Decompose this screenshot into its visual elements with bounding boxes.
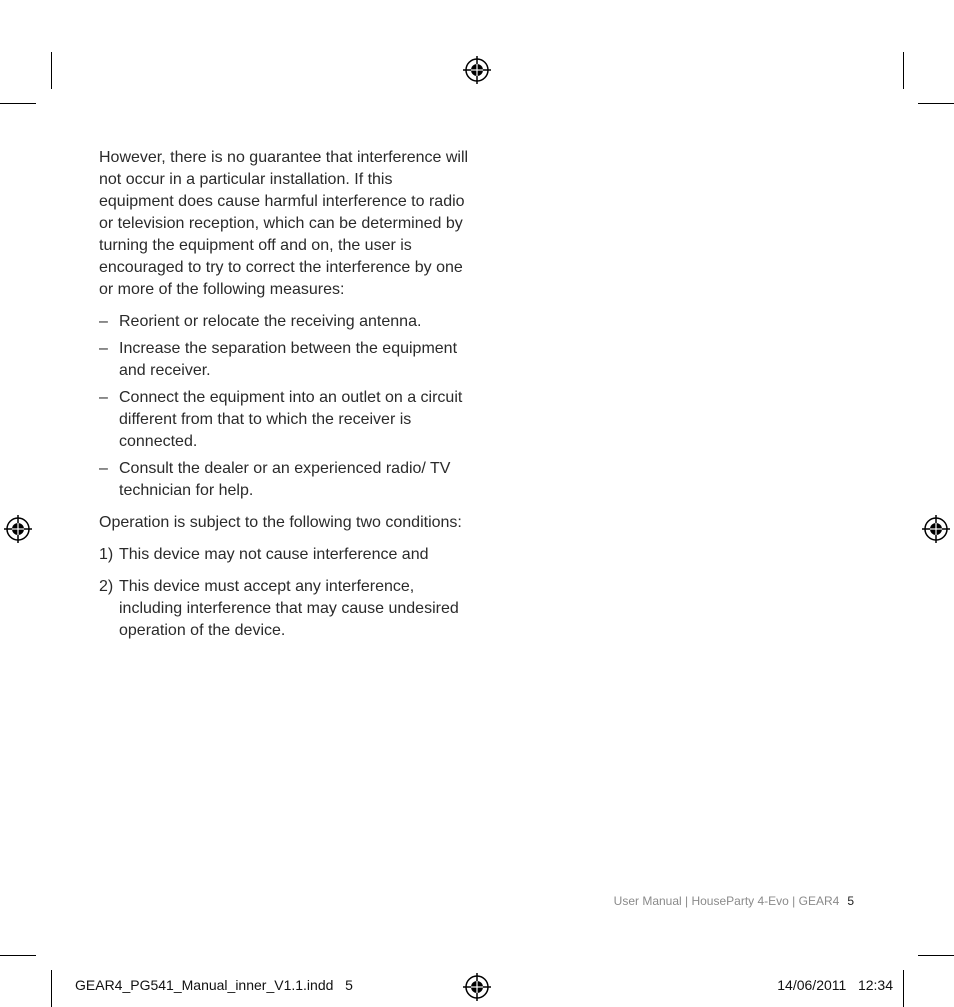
slug-date-time: 14/06/2011 12:34 bbox=[777, 977, 893, 993]
list-dash: – bbox=[99, 313, 108, 330]
running-footer bbox=[614, 894, 854, 908]
crop-mark-bottom-right-horizontal bbox=[918, 955, 954, 956]
condition-number: 2) bbox=[99, 578, 114, 595]
crop-mark-top-left-horizontal bbox=[0, 103, 36, 104]
crop-mark-bottom-left-vertical bbox=[51, 970, 52, 1007]
list-item-text: Connect the equipment into an outlet on a circuit different from that to which the receiver is connected. bbox=[119, 389, 463, 450]
list-dash: – bbox=[99, 460, 108, 477]
crop-mark-top-left-vertical bbox=[51, 52, 52, 89]
intro-paragraph: However, there is no guarantee that interference will not occur in a particular installation. If this equipment does cause harmful interference to radio or television reception, which can be determined by turning the equipment off and on, the user is encouraged to try to correct the interference by one or more of the following measures: bbox=[99, 149, 469, 298]
list-dash: – bbox=[99, 340, 108, 357]
slug-file-info: GEAR4_PG541_Manual_inner_V1.1.indd 5 bbox=[75, 977, 353, 993]
list-item-text: This device may not cause interference and bbox=[119, 546, 429, 563]
crop-mark-top-right-horizontal bbox=[918, 103, 954, 104]
registration-mark-icon bbox=[4, 515, 32, 543]
registration-mark-icon bbox=[463, 973, 491, 1001]
list-item-text: Reorient or relocate the receiving antenna. bbox=[119, 313, 422, 330]
condition-number: 1) bbox=[99, 546, 114, 563]
registration-mark-icon bbox=[922, 515, 950, 543]
list-dash: – bbox=[99, 389, 108, 406]
crop-mark-top-right-vertical bbox=[903, 52, 904, 89]
list-item bbox=[99, 387, 469, 453]
operation-paragraph: Operation is subject to the following two conditions: bbox=[99, 514, 462, 531]
list-item bbox=[99, 311, 469, 333]
conditions-list bbox=[99, 544, 469, 642]
list-item bbox=[99, 576, 469, 642]
registration-mark-icon bbox=[463, 56, 491, 84]
list-item bbox=[99, 544, 469, 566]
list-item-text: This device must accept any interference, including interference that may cause undesired operation of the device. bbox=[119, 578, 459, 639]
running-title: User Manual | HouseParty 4-Evo | GEAR4 bbox=[613, 894, 840, 908]
crop-mark-bottom-right-vertical bbox=[903, 970, 904, 1007]
list-item-text: Increase the separation between the equipment and receiver. bbox=[119, 340, 458, 379]
list-item-text: Consult the dealer or an experienced radio/ TV technician for help. bbox=[119, 460, 451, 499]
page-content bbox=[99, 147, 469, 652]
list-item bbox=[99, 458, 469, 502]
page-number: 5 bbox=[847, 894, 854, 908]
crop-mark-bottom-left-horizontal bbox=[0, 955, 36, 956]
measures-list bbox=[99, 311, 469, 502]
list-item bbox=[99, 338, 469, 382]
